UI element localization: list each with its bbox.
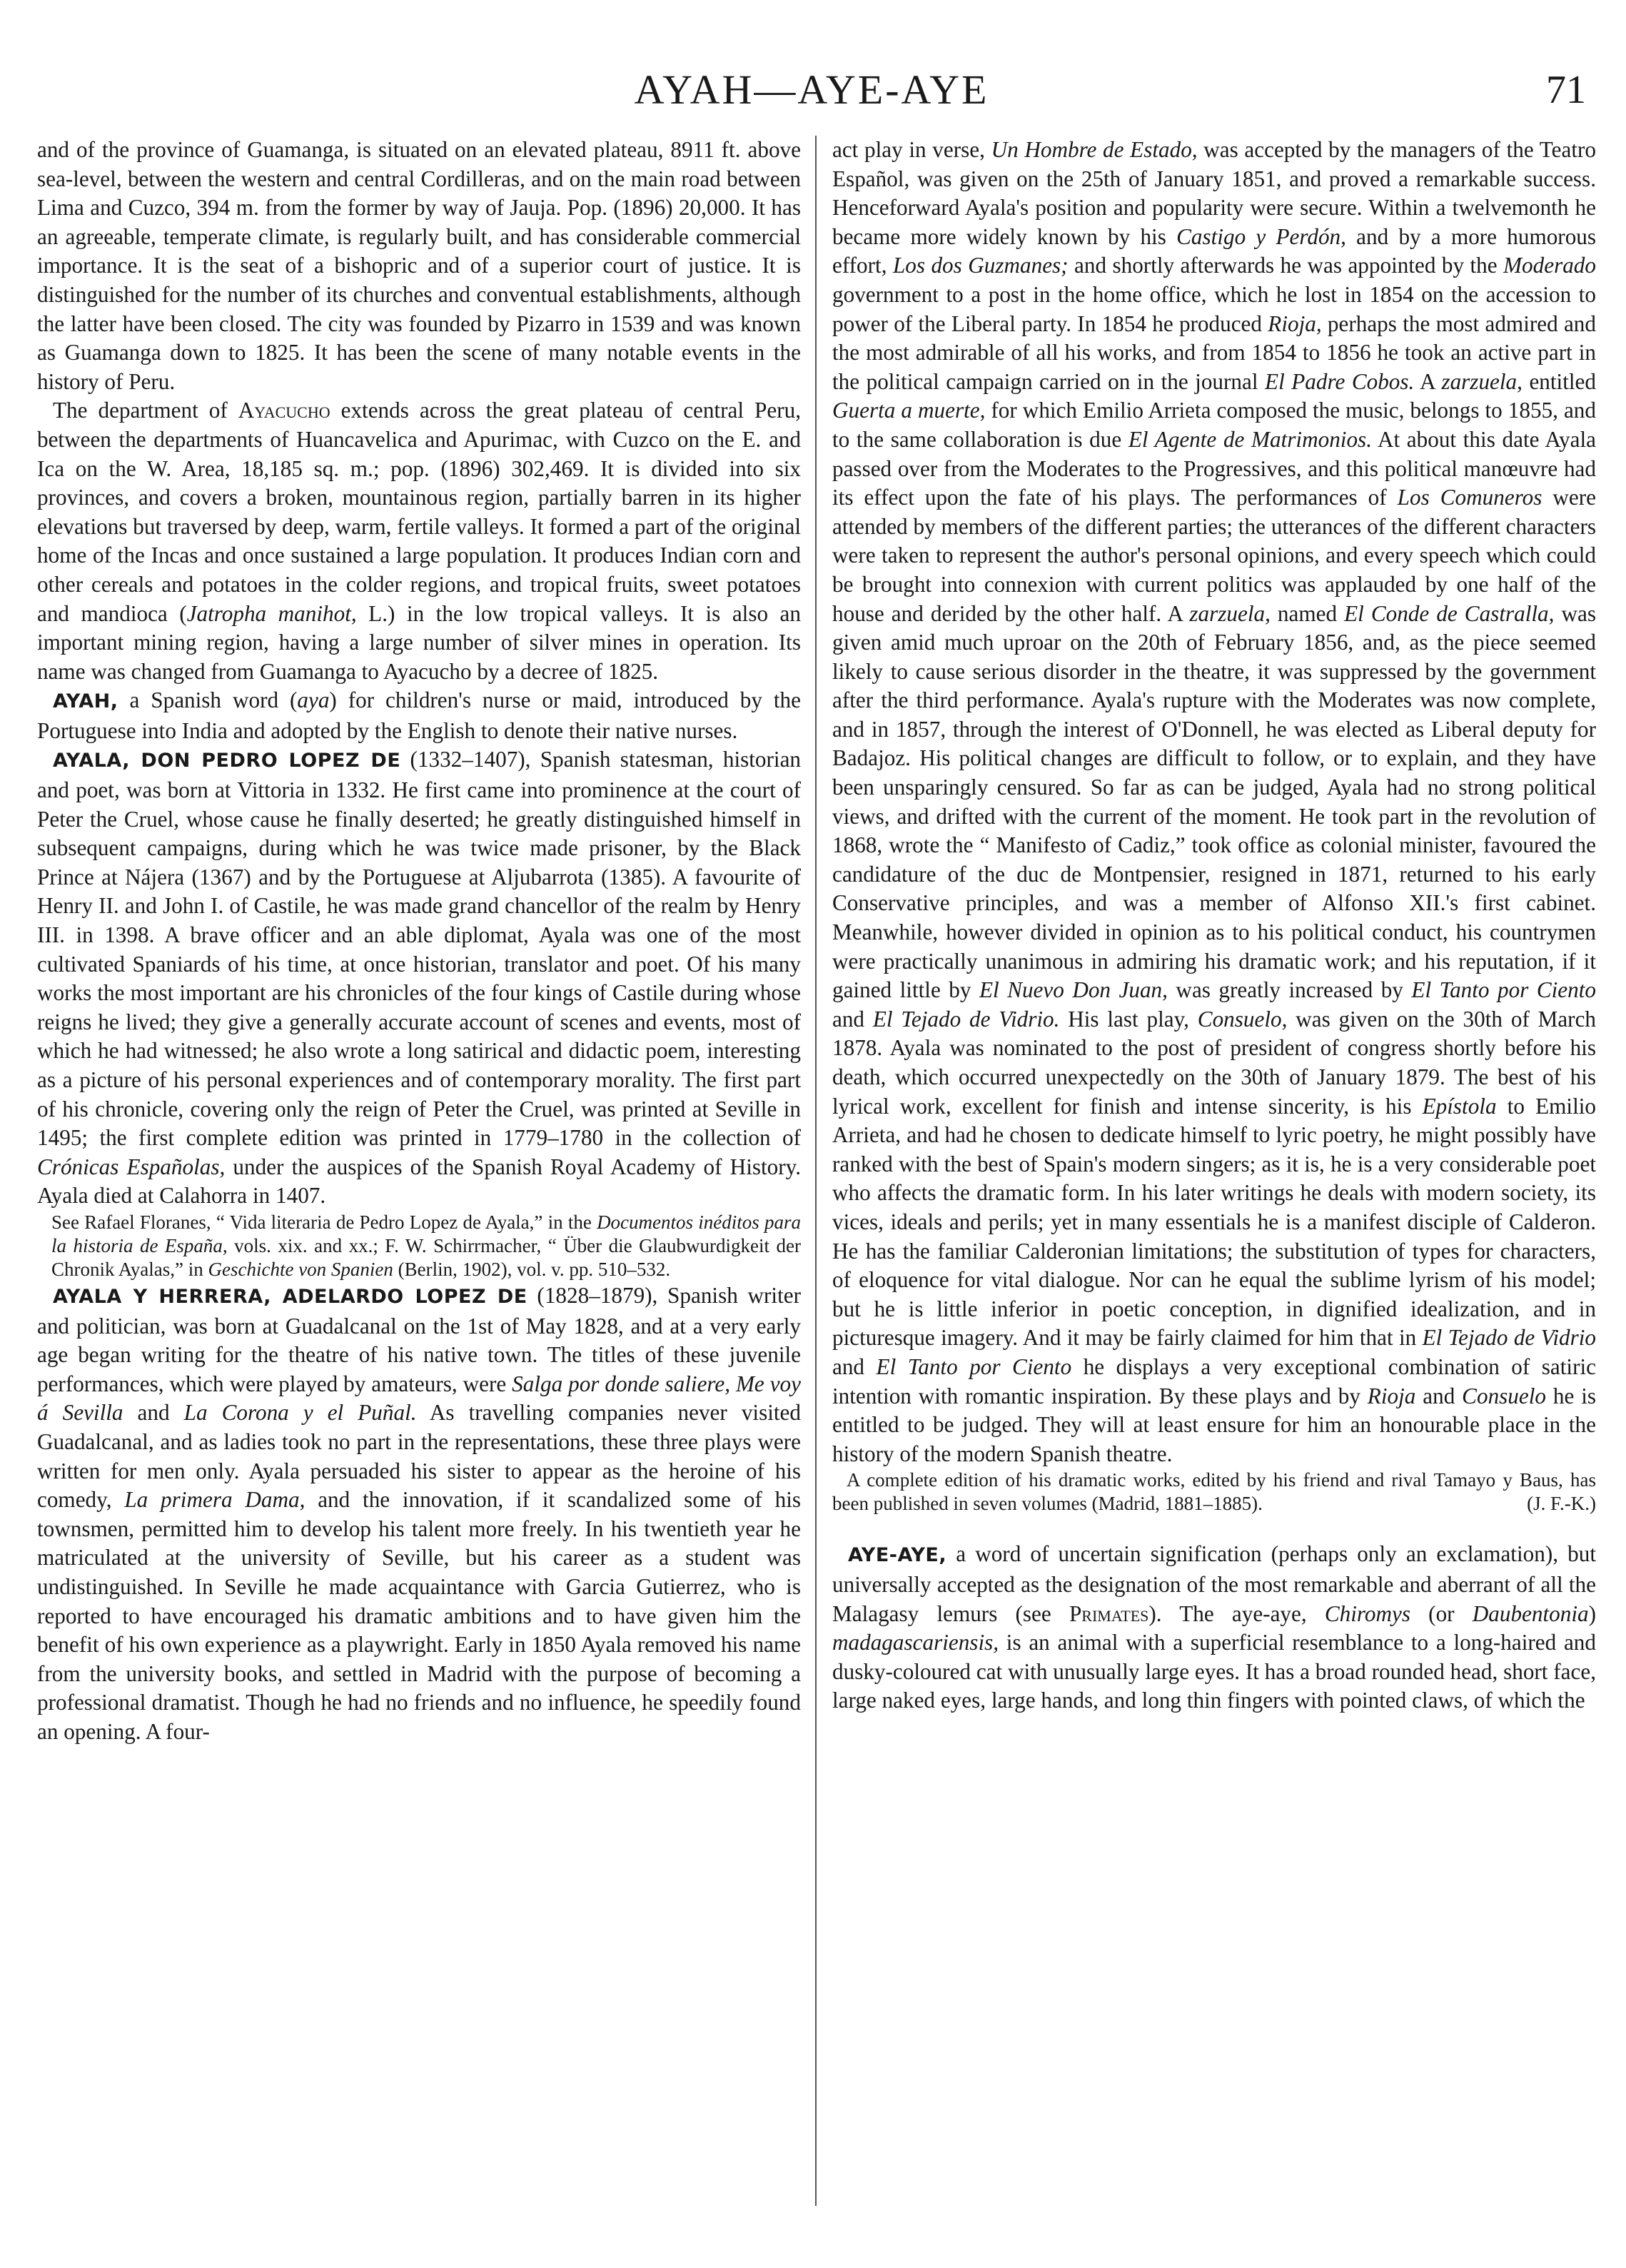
entry-gap bbox=[832, 1516, 1596, 1540]
headword-aye-aye: AYE-AYE, bbox=[848, 1544, 947, 1567]
ayala-herrera-entry: AYALA Y HERRERA, ADELARDO LOPEZ DE (1828–1879), Spanish writer and politician, was born at Guadalcanal on the 1st of May 1828, and at a very early age began writing for the theatre of his native town. The titles of these juvenile performances, which were played by amateurs, were Salga por donde saliere, Me voy á Sevilla and La Corona y el Puñal. As travelling companies never visited Guadalcanal, and as ladies took no part in the representations, these three plays were written for men only. Ayala persuaded his sister to appear as the heroine of his comedy, La primera Dama, and the innovation, if it scandalized some of his townsmen, permitted him to develop his talent more freely. In his twentieth year he matriculated at the university of Seville, but his career as a student was undistinguished. In Seville he made acquaintance with Garcia Gutierrez, who is reported to have encouraged his dramatic ambitions and to have given him the benefit of his own experience as a playwright. Early in 1850 Ayala removed his name from the university books, and settled in Madrid with the purpose of becoming a professional dramatist. Though he had no friends and no influence, he speedily found an opening. A four- bbox=[37, 1282, 801, 1744]
ayah-entry: AYAH, a Spanish word (aya) for children's nurse or maid, introduced by the Portuguese into India and adopted by the English to denote their native nurses. bbox=[37, 687, 801, 743]
headword-ayah: AYAH, bbox=[53, 690, 118, 713]
page-header bbox=[37, 66, 1586, 123]
headword-ayala-herrera: AYALA Y HERRERA, ADELARDO LOPEZ DE bbox=[53, 1285, 527, 1308]
ayacucho-city-paragraph: and of the province of Guamanga, is situated on an elevated plateau, 8911 ft. above sea-level, between the western and central Cordilleras, and on the main road between Lima and Cuzco, 394 m. from the former by way of Jauja. Pop. (1896) 20,000. It has an agreeable, temperate climate, is regularly built, and has considerable commercial importance. It is the seat of a bishopric and of a superior court of justice. It is distinguished for the number of its churches and conventual establishments, although the latter have been closed. The city was founded by Pizarro in 1539 and was known as Guamanga down to 1825. It has been the scene of many notable events in the history of Peru. bbox=[37, 137, 801, 394]
headword-ayala-pedro: AYALA, DON PEDRO LOPEZ DE bbox=[53, 750, 401, 772]
running-title: AYAH—AYE-AYE bbox=[634, 66, 989, 113]
author-signature: (J. F.-K.) bbox=[1527, 1493, 1596, 1515]
ayala-herrera-continuation: act play in verse, Un Hombre de Estado, was accepted by the managers of the Teatro Español, was given on the 25th of January 1851, and proved a remarkable success. Henceforward Ayala's position and popularity were secure. Within a twelvemonth he became more widely known by his Castigo y Perdón, and by a more humorous effort, Los dos Guzmanes; and shortly afterwards he was appointed by the Moderado government to a post in the home office, which he lost in 1854 on the accession to power of the Liberal party. In 1854 he produced Rioja, perhaps the most admired and the most admirable of all his works, and from 1854 to 1856 he took an active part in the political campaign carried on in the journal El Padre Cobos. A zarzuela, entitled Guerta a muerte, for which Emilio Arrieta composed the music, belongs to 1855, and to the same collaboration is due El Agente de Matrimonios. At about this date Ayala passed over from the Moderates to the Progressives, and this political manœuvre had its effect upon the fate of his plays. The performances of Los Comuneros were attended by members of the different parties; the utterances of the different characters were taken to represent the author's personal opinions, and every speech which could be brought into connexion with current politics was applauded by one half of the house and derided by the other half. A zarzuela, named El Conde de Castralla, was given amid much uproar on the 20th of February 1856, and, as the piece seemed likely to cause serious disorder in the theatre, it was suppressed by the government after the third performance. Ayala's rupture with the Moderates was now complete, and in 1857, through the interest of O'Donnell, he was elected as Liberal deputy for Badajoz. His political changes are difficult to follow, or to explain, and they have been unsparingly censured. So far as can be judged, Ayala had no strong political views, and drifted with the current of the moment. He took part in the revolution of 1868, wrote the “ Manifesto of Cadiz,” took office as colonial minister, favoured the candidature of the duc de Montpensier, resigned in 1871, returned to his early Conservative principles, and was a member of Alfonso XII.'s first cabinet. Meanwhile, however divided in opinion as to his political conduct, his countrymen were practically unanimous in admiring his dramatic work; and his reputation, if it gained little by El Nuevo Don Juan, was greatly increased by El Tanto por Ciento and El Tejado de Vidrio. His last play, Consuelo, was given on the 30th of March 1878. Ayala was nominated to the post of president of congress shortly before his death, which occurred unexpectedly on the 30th of January 1879. The best of his lyrical work, excellent for finish and intense sincerity, is his Epístola to Emilio Arrieta, and had he chosen to dedicate himself to lyric poetry, he might possibly have ranked with the best of Spain's modern singers; as it is, he is a very considerable poet who affects the dramatic form. In his later writings he deals with modern society, its vices, ideals and perils; yet in many essentials he is a manifest disciple of Calderon. He has the familiar Calderonian limitations; the substitution of types for characters, of eloquence for vital dialogue. Nor can he equal the sublime lyrism of his model; but he is little inferior in poetic conception, in dignified idealization, and in picturesque imagery. And it may be fairly claimed for him that in El Tejado de Vidrio and El Tanto por Ciento he displays a very exceptional combination of satiric intention with romantic inspiration. By these plays and by Rioja and Consuelo he is entitled to be judged. They will at least ensure for him an honourable place in the history of the modern Spanish theatre. bbox=[832, 137, 1597, 1466]
ayacucho-department-paragraph: The department of Ayacucho extends across the great plateau of central Peru, between the departments of Huancavelica and Apurimac, with Cuzco on the E. and Ica on the W. Area, 18,185 sq. m.; pop. (1896) 302,469. It is divided into six provinces, and covers a broken, mountainous region, partially barren in its higher elevations but traversed by deep, warm, fertile valleys. It formed a part of the original home of the Incas and once sustained a large population. It produces Indian corn and other cereals and potatoes in the colder regions, and tropical fruits, sweet potatoes and mandioca (Jatropha manihot, L.) in the low tropical valleys. It is also an important mining region, having a large number of silver mines in operation. Its name was changed from Guamanga to Ayacucho by a decree of 1825. bbox=[37, 398, 802, 684]
page-number: 71 bbox=[1546, 68, 1586, 112]
ayala-herrera-bibliography: A complete edition of his dramatic works, edited by his friend and rival Tamayo y Baus, has been published in seven volumes (Madrid, 1881–1885). (J. F.-K.) bbox=[832, 1469, 1596, 1515]
ayala-pedro-entry: AYALA, DON PEDRO LOPEZ DE (1332–1407), Spanish statesman, historian and poet, was born at Vittoria in 1332. He first came into prominence at the court of Peter the Cruel, whose cause he finally deserted; he greatly distinguished himself in subsequent campaigns, during which he was twice made prisoner, by the Black Prince at Nájera (1367) and by the Portuguese at Aljubarrota (1385). A favourite of Henry II. and John I. of Castile, he was made grand chancellor of the realm by Henry III. in 1398. A brave officer and an able diplomat, Ayala was one of the most cultivated Spaniards of his time, at once historian, translator and poet. Of his many works the most important are his chronicles of the four kings of Castile during whose reigns he lived; they give a generally accurate account of scenes and events, most of which he had witnessed; he also wrote a long satirical and didactic poem, interesting as a picture of his personal experiences and of contemporary morality. The first part of his chronicle, covering only the reign of Peter the Cruel, was printed at Seville in 1495; the first complete edition was printed in 1779–1780 in the collection of Crónicas Españolas, under the auspices of the Spanish Royal Academy of History. Ayala died at Calahorra in 1407. bbox=[37, 747, 802, 1209]
aye-aye-entry: AYE-AYE, a word of uncertain signification (perhaps only an exclamation), but universally accepted as the designation of the most remarkable and aberrant of all the Malagasy lemurs (see Primates). The aye-aye, Chiromys (or Daubentonia) madagascariensis, is an animal with a superficial resemblance to a long-haired and dusky-coloured cat with unusually large eyes. It has a broad rounded head, short face, large naked eyes, large hands, and long thin fingers with pointed claws, of which the bbox=[832, 1541, 1596, 1713]
column-divider bbox=[815, 136, 817, 2206]
left-column bbox=[37, 136, 801, 1746]
right-column bbox=[832, 136, 1596, 1715]
ayala-pedro-bibliography: See Rafael Floranes, “ Vida literaria de Pedro Lopez de Ayala,” in the Documentos inéditos para la historia de España, vols. xix. and xx.; F. W. Schirrmacher, “ Über die Glaubwurdigkeit der Chronik Ayalas,” in Geschichte von Spanien (Berlin, 1902), vol. v. pp. 510–532. bbox=[51, 1211, 801, 1280]
